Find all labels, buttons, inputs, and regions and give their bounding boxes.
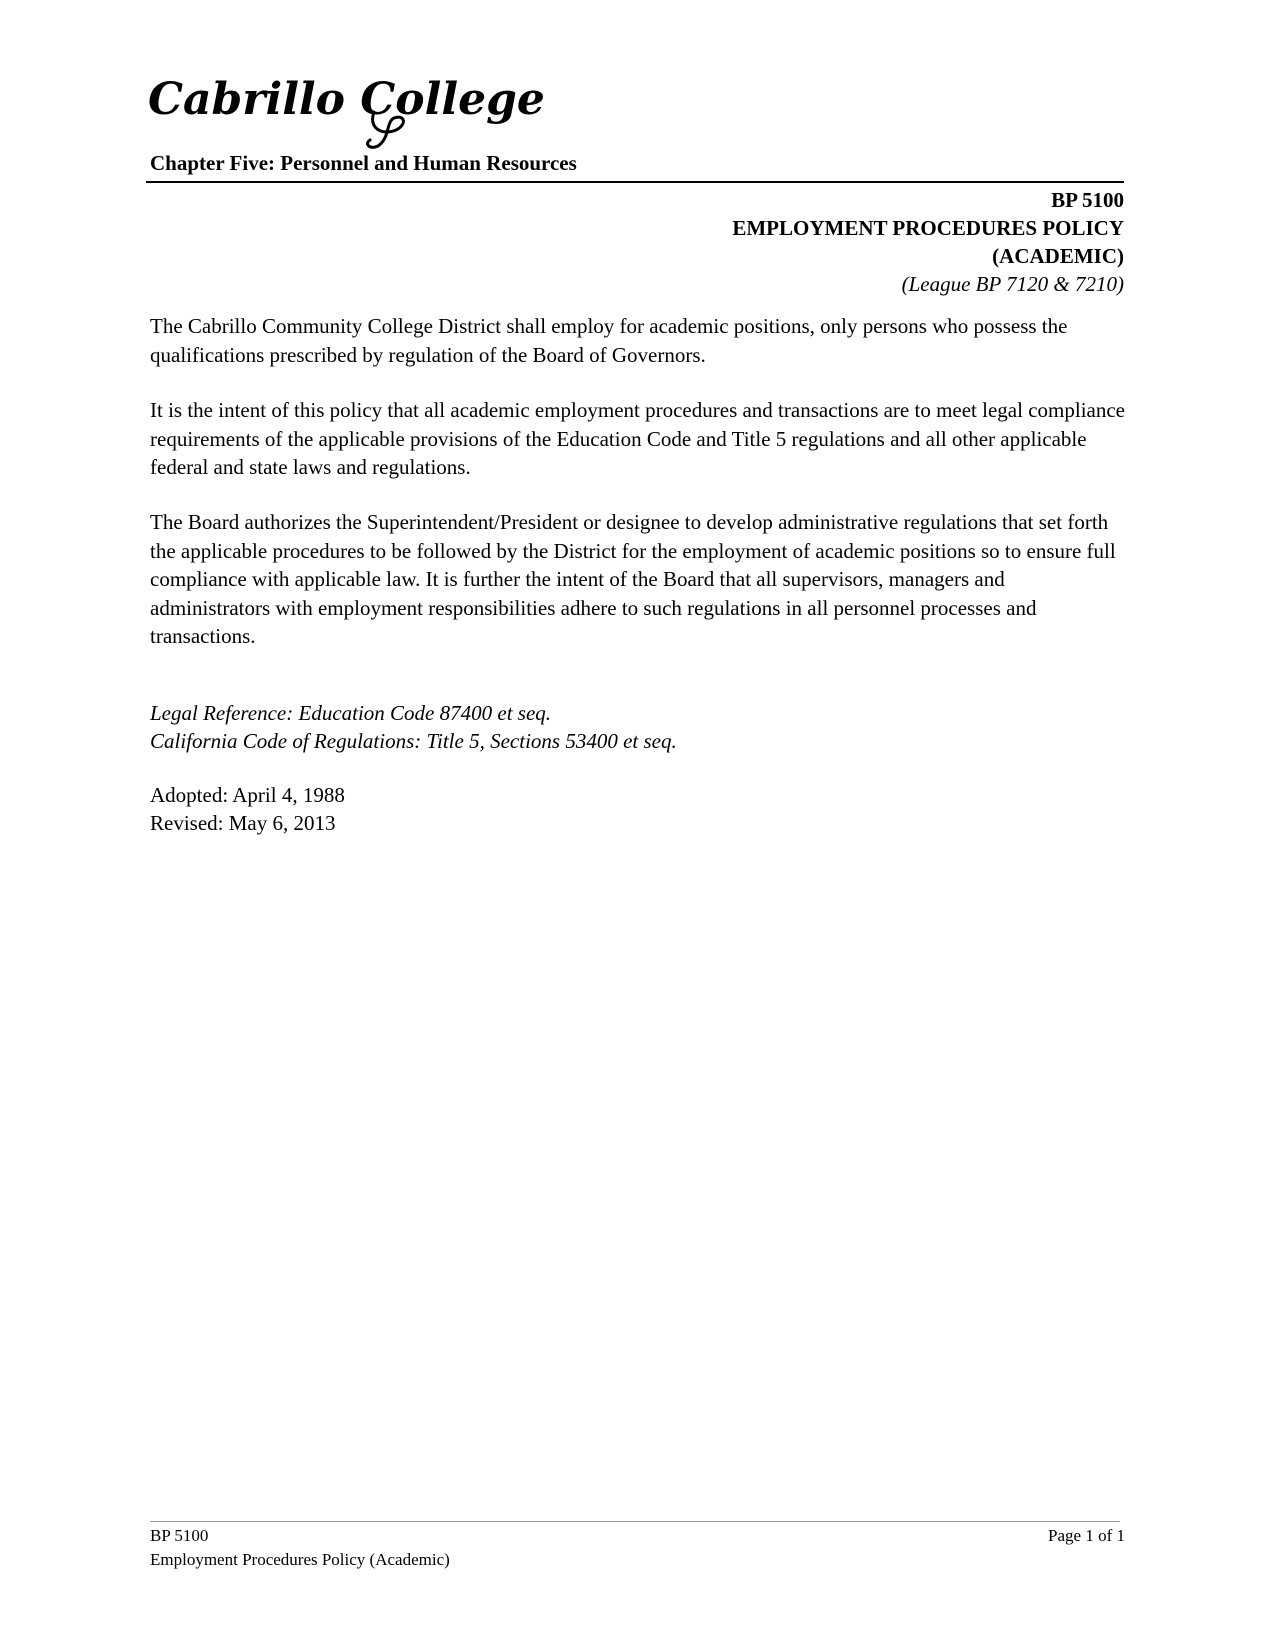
body-paragraph-2: It is the intent of this policy that all academic employment procedures and transactions are to meet legal compliance requirements of the applicable provisions of the Education Code and Title 5 regulations and all other applicable federal and state laws and regulations. — [150, 398, 1125, 479]
body-paragraph-1: The Cabrillo Community College District shall employ for academic positions, only persons who possess the qualifications prescribed by regulation of the Board of Governors. — [150, 314, 1068, 367]
chapter-heading: Chapter Five: Personnel and Human Resources — [150, 151, 577, 175]
policy-title-line1: EMPLOYMENT PROCEDURES POLICY — [732, 216, 1124, 240]
policy-title-block — [732, 186, 1124, 298]
ccr-reference: California Code of Regulations: Title 5, Sections 53400 et seq. — [150, 729, 677, 753]
page-footer — [150, 1524, 1125, 1572]
svg-text:Cabrillo College: Cabrillo College — [148, 74, 545, 125]
policy-title-line2: (ACADEMIC) — [992, 244, 1124, 268]
footer-policy-number: BP 5100 — [150, 1526, 209, 1545]
legal-reference: Legal Reference: Education Code 87400 et seq. — [150, 701, 552, 725]
footer-page-number: Page 1 of 1 — [1048, 1526, 1125, 1545]
adopted-date: Adopted: April 4, 1988 — [150, 783, 345, 807]
footer-policy-title: Employment Procedures Policy (Academic) — [150, 1550, 450, 1569]
cabrillo-college-logo — [146, 66, 545, 152]
footer-divider — [150, 1521, 1120, 1522]
revised-date: Revised: May 6, 2013 — [150, 811, 336, 835]
chapter-divider — [146, 181, 1124, 183]
league-reference: (League BP 7120 & 7210) — [901, 272, 1124, 296]
body-paragraph-3: The Board authorizes the Superintendent/President or designee to develop administrative regulations that set forth the applicable procedures to be followed by the District for the employment of academic positions so to ensure full compliance with applicable law. It is further the intent of the Board that all supervisors, managers and administrators with employment responsibilities adhere to such regulations in all personnel processes and transactions. — [150, 510, 1116, 648]
policy-number: BP 5100 — [1051, 188, 1124, 212]
